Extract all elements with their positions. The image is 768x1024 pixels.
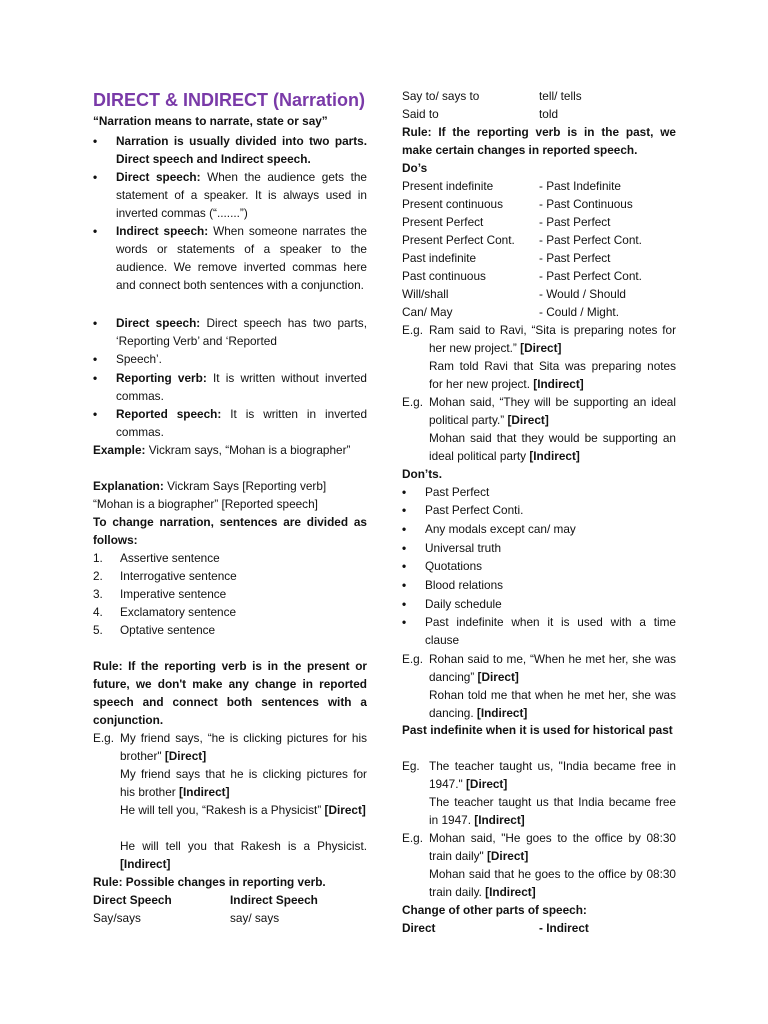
example-group <box>402 757 676 793</box>
bullet-item: • Past indefinite when it is used with a time clause <box>402 615 676 647</box>
eg-line: Mohan said that he goes to the office by 08:30 train daily. [Indirect] <box>429 867 676 899</box>
eg-line: My friend says that he is clicking pictures for his brother [Indirect] <box>120 767 367 799</box>
bullet-text: It is written without inverted commas. <box>116 371 367 403</box>
eg-line: He will tell you that Rakesh is a Physicist. [Indirect] <box>120 839 367 871</box>
bullet-text: It is written in inverted commas. <box>116 407 368 439</box>
bullet-text: When someone narrates the words or statements of a speaker to the audience. We remove inverted commas here and connect both sentences with a conjunction. <box>116 224 367 292</box>
bullet-icon: • <box>402 615 407 629</box>
bullet-text: Speech’. <box>116 352 162 366</box>
bullet-item <box>93 350 367 368</box>
example-group <box>93 765 367 801</box>
direct-tag: [Direct] <box>161 749 207 763</box>
direct-tag: [Direct] <box>321 803 366 817</box>
bullet-item: • Daily schedule <box>402 597 502 611</box>
dos-heading: Do’s <box>402 161 428 175</box>
bullet-icon: • <box>402 578 407 592</box>
bullet-label: Direct speech: <box>116 316 201 330</box>
eg-label: E.g. <box>402 323 423 337</box>
bullet-item <box>93 405 367 441</box>
eg-line: He will tell you, “Rakesh is a Physicist” [Direct] <box>120 803 366 817</box>
sentence-type: Optative sentence <box>120 623 216 637</box>
example-group <box>402 357 676 393</box>
bullet-item: • Past Perfect Conti. <box>402 503 524 517</box>
eg-label: E.g. <box>93 731 114 745</box>
example-group <box>402 650 676 686</box>
rule-present: Rule: If the reporting verb is in the present or future, we don't make any change in reported speech and connect both sentences with a conjunction. <box>93 659 367 727</box>
other-parts-heading: Change of other parts of speech: <box>402 903 587 917</box>
page-title: DIRECT & INDIRECT (Narration) <box>93 90 366 110</box>
eg-line: Rohan told me that when he met her, she was dancing. [Indirect] <box>429 688 676 720</box>
bullet-item <box>93 222 367 294</box>
bullet-icon: • <box>93 170 98 184</box>
bullet-item: • Quotations <box>402 559 483 573</box>
eg-line: Mohan said, “They will be supporting an ideal political party.” [Direct] <box>429 395 676 427</box>
eg-label: E.g. <box>402 652 423 666</box>
list-item: 2. Interrogative sentence <box>93 567 367 585</box>
eg-line: Mohan said, "He goes to the office by 08:30 train daily" [Direct] <box>429 831 676 863</box>
bullet-item <box>93 168 367 222</box>
bullet-label: Direct speech: <box>116 170 201 184</box>
indirect-tag: [Indirect] <box>473 706 528 720</box>
explanation-text: Vickram Says [Reporting verb] <box>163 479 327 493</box>
indirect-tag: [Indirect] <box>120 857 171 871</box>
bullet-item: • Any modals except can/ may <box>402 522 576 536</box>
bullet-icon: • <box>402 522 407 536</box>
example-group <box>402 429 676 465</box>
bullet-icon: • <box>93 316 98 330</box>
bullet-icon: • <box>402 485 407 499</box>
bullet-item: • Blood relations <box>402 578 504 592</box>
eg-line: The teacher taught us that India became free in 1947. [Indirect] <box>429 795 676 827</box>
example-label: Example: <box>93 443 146 457</box>
list-item: 5. Optative sentence <box>93 621 367 639</box>
bullet-label: Indirect speech: <box>116 224 209 238</box>
bullet-item <box>93 369 367 405</box>
indirect-tag: [Indirect] <box>481 885 536 899</box>
bullet-item <box>93 132 367 168</box>
bullet-text: Direct speech has two parts, ‘Reporting Verb’ and ‘Reported <box>116 316 367 348</box>
bullet-item <box>93 314 367 350</box>
example-group <box>402 829 676 865</box>
bullet-icon: • <box>402 597 407 611</box>
rule-changes: Rule: Possible changes in reporting verb. <box>93 875 326 889</box>
direct-tag: [Direct] <box>462 777 508 791</box>
eg-label: E.g. <box>402 831 423 845</box>
example-group <box>93 837 367 873</box>
rule-past: Rule: If the reporting verb is in the past, we make certain changes in reported speech. <box>402 125 676 157</box>
bullet-icon: • <box>93 407 98 421</box>
eg-line: Ram told Ravi that Sita was preparing notes for her new project. [Indirect] <box>429 359 676 391</box>
example-group <box>402 321 676 357</box>
indirect-tag: [Indirect] <box>526 449 580 463</box>
direct-tag: [Direct] <box>516 341 562 355</box>
list-item: 1. Assertive sentence <box>93 549 367 567</box>
indirect-tag: [Indirect] <box>175 785 230 799</box>
sentence-type: Interrogative sentence <box>120 569 237 583</box>
donts-heading: Don’ts. <box>402 467 442 481</box>
bullet-item: • Universal truth <box>402 541 502 555</box>
sentence-type: Exclamatory sentence <box>120 605 237 619</box>
explanation-label: Explanation: <box>93 479 164 493</box>
sentence-type: Imperative sentence <box>120 587 227 601</box>
eg-line: Rohan said to me, “When he met her, she was dancing” [Direct] <box>429 652 676 684</box>
bullet-item: • Past Perfect <box>402 485 490 499</box>
list-item: 3. Imperative sentence <box>93 585 367 603</box>
document-page: DIRECT & INDIRECT (Narration) “Narration means to narrate, state or say” • Narration is usually divided into two parts. Direct speech and Indirect speech. • Direct speech: When the audience gets the statement of a speaker. It is always used in inverted commas (“.......”) • Indirect speech: When someone narrates the words or statements of a speaker to the audience. We remove inverted commas here and connect both sentences with a conjunction. • Direct speech: Direct speech has two parts, ‘Reporting Verb’ and ‘Reported • Speech’. • Reporting verb: It is written without inverted commas. • Reported speech: It is written in inverted commas. Example: Vickram says, “Mohan is a biographer” Explanation: Vickram Says [Reporting verb] “Mohan is a biographer” [Reported speech] To change narration, sentences are divided as follows: 1. Assertive sentence 2. Interrogative sentence 3. Imperative sentence 4. Exclamatory sentence 5. Optative sentence Rule: If the reporting verb is in the present or future, we don't make any change in reported speech and connect both sentences with a conjunction. E.g. My friend says, “he is clicking pictures for his brother" [Direct] My friend says that he is clicking pictures for his brother [Indirect] He will tell you, “Rakesh is a Physicist” [Direct] He will tell you that Rakesh is a Physicist. [Indirect] Rule: Possible changes in reporting verb. Direct Speech Indirect Speech Say/says say/ says Say to/ says to tell/ tells Said to told Rule: If the reporting verb is in the past, we make certain changes in reported speech. Do’s Present indefinite - Past Indefinite Present continuous - Past Continuous Present Perfect - Past Perfect Present Perfect Cont. - Past Perfect Cont. Past indefinite - Past Perfect Past continuous - Past Perfect Cont. Will/shall - Would / Should Can/ May - Could / Might. E.g. Ram said to Ravi, “Sita is preparing notes for her new project.” [Direct] Ram told Ravi that Sita was preparing notes for her new project. [Indirect] E.g. Mohan said, “They will be supporting an ideal political party.” [Direct] Mohan said that they would be supporting an ideal political party [Indirect] Don’ts. • Past Perfect • Past Perfect Conti. • Any modals except can/ may • Universal truth • Quotations • Blood relations • Daily schedule • Past indefinite when it is used with a time clause E.g. Rohan said to me, “When he met her, she was dancing” [Direct] Rohan told me that when he met her, she was dancing. [Indirect] Past indefinite when it is used for historical past Eg. The teacher taught us, "India became free in 1947." [Direct] The teacher taught us that India became free in 1947. [Indirect] E.g. Mohan said, "He goes to the office by 08:30 train daily" [Direct] Mohan said that he goes to the office by 08:30 train daily. [Indirect] Change of other parts of speech: Direct - Indirect <box>93 89 676 935</box>
example-group <box>93 729 367 765</box>
example-group <box>402 793 676 829</box>
direct-tag: [Direct] <box>483 849 529 863</box>
indirect-tag: [Indirect] <box>470 813 525 827</box>
bullet-label: Reported speech: <box>116 407 222 421</box>
bullet-icon: • <box>402 503 407 517</box>
example-group <box>402 686 676 722</box>
bullet-icon: • <box>93 224 98 238</box>
bullet-text: Narration is usually divided into two parts. Direct speech and Indirect speech. <box>116 134 367 166</box>
eg-line: Ram said to Ravi, “Sita is preparing notes for her new project.” [Direct] <box>429 323 676 355</box>
eg-line: My friend says, “he is clicking pictures for his brother" [Direct] <box>120 731 367 763</box>
sentence-type: Assertive sentence <box>120 551 220 565</box>
eg-line: The teacher taught us, "India became free in 1947." [Direct] <box>429 759 676 791</box>
bullet-icon: • <box>402 559 407 573</box>
example-paragraph <box>93 441 367 459</box>
example-text: Vickram says, “Mohan is a biographer” <box>145 443 351 457</box>
bullet-icon: • <box>93 134 98 148</box>
narration-definition: “Narration means to narrate, state or say” <box>93 114 328 128</box>
list-item: 4. Exclamatory sentence <box>93 603 367 621</box>
example-group <box>402 393 676 429</box>
explanation-text-2: “Mohan is a biographer” [Reported speech] <box>93 497 318 511</box>
bullet-icon: • <box>93 371 98 385</box>
eg-line: Mohan said that they would be supporting an ideal political party [Indirect] <box>429 431 676 463</box>
bullet-label: Reporting verb: <box>116 371 207 385</box>
eg-label: Eg. <box>402 759 420 773</box>
eg-label: E.g. <box>402 395 423 409</box>
divide-rule: To change narration, sentences are divided as follows: <box>93 515 367 547</box>
historical-heading: Past indefinite when it is used for historical past <box>402 723 673 737</box>
bullet-icon: • <box>93 352 98 366</box>
direct-tag: [Direct] <box>474 670 519 684</box>
example-group <box>402 865 676 901</box>
direct-tag: [Direct] <box>504 413 549 427</box>
example-group <box>93 801 367 819</box>
bullet-icon: • <box>402 541 407 555</box>
explanation-paragraph <box>93 477 367 495</box>
bullet-text: When the audience gets the statement of a speaker. It is always used in inverted commas (“.......”) <box>116 170 367 220</box>
indirect-tag: [Indirect] <box>529 377 584 391</box>
